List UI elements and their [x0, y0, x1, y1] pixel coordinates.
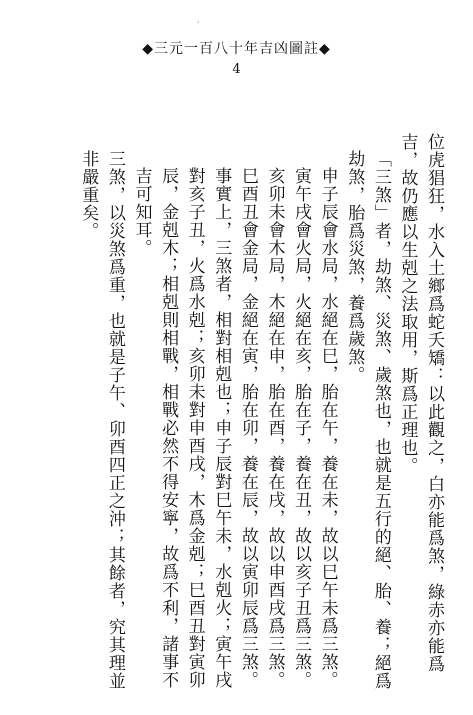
page-number: 4 [232, 62, 241, 77]
vertical-body-text [75, 133, 447, 693]
paragraph-1: 位虎猖狂，水入土鄉爲蛇夭矯：以此觀之，白亦能爲煞，綠赤亦能爲吉，故仍應以生剋之法取用，斯爲正理也。 [397, 133, 444, 673]
paragraph-6: 巳酉丑會金局，金絕在寅，胎在卯，養在辰，故以寅卯辰爲三煞。 [237, 167, 258, 689]
paragraph-4: 寅午戌會火局，火絕在亥，胎在子，養在丑，故以亥子丑爲三煞。 [291, 167, 312, 689]
paragraph-3: 申子辰會水局，水絕在巳，胎在午，養在未，故以巳午未爲三煞。 [317, 167, 338, 689]
paragraph-2: 「三煞」者，劫煞、災煞、歲煞也，也就是五行的絕、胎、養；絕爲劫煞，胎爲災煞，養爲歲煞。 [344, 150, 391, 690]
paragraph-7: 事實上，三煞者，相對相剋也；申子辰對巳午未，水剋火；寅午戌對亥子丑，火爲水剋；亥卯未對申酉戌，木爲金剋；巳酉丑對寅卯辰，金剋木；相剋則相戰，相戰必然不得安寧，故爲不利，諸事不吉可知耳。 [131, 167, 232, 689]
page-mark: · [197, 18, 200, 27]
running-header: ◆三元一百八十年吉凶圖註◆ [142, 41, 331, 57]
paragraph-8: 三煞，以災煞爲重，也就是子午、卯酉四正之沖；其餘者，究其理並非嚴重矣。 [78, 150, 125, 690]
paragraph-5: 亥卯未會木局，木絕在申，胎在酉，養在戌，故以申酉戌爲三煞。 [264, 167, 285, 689]
